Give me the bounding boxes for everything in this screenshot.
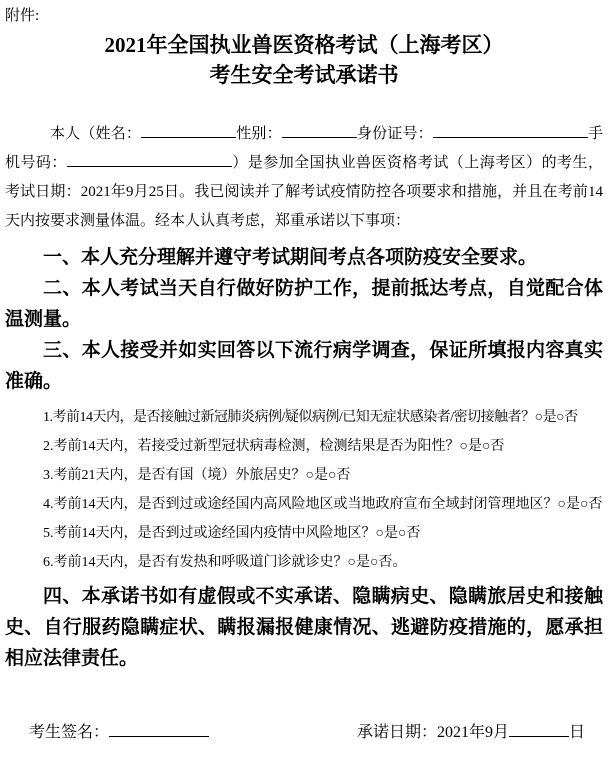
signature-label: 考生签名： (29, 724, 110, 741)
question-text: 考前14天内，若接受过新型冠状病毒检测，检测结果是否为阳性？ (53, 439, 460, 454)
no-option[interactable]: ○否 (369, 555, 393, 570)
signature-row (5, 722, 603, 744)
question-number: 6. (43, 555, 54, 570)
phone-label: 手机号码： (5, 126, 603, 171)
phone-input-blank[interactable] (67, 153, 232, 167)
document-title (5, 30, 603, 90)
signature-input-blank[interactable] (109, 723, 209, 737)
commitment-item-1: 一、本人充分理解并遵守考试期间考点各项防疫安全要求。 (43, 247, 538, 268)
survey-question-2 (5, 432, 603, 461)
question-text: 考前14天内，是否到过或途经国内高风险地区或当地政府宣布全域封闭管理地区？ (53, 497, 558, 512)
commitment-list (5, 242, 603, 397)
id-number-label: 身份证号： (356, 126, 433, 142)
yes-option[interactable]: ○是 (305, 468, 328, 483)
no-option[interactable]: ○否 (579, 497, 603, 512)
yes-option[interactable]: ○是 (459, 439, 482, 454)
name-input-blank[interactable] (141, 124, 236, 138)
gender-label: 性别： (236, 126, 282, 142)
intro-body-text: ）是参加全国执业兽医资格考试（上海考区）的考生，考试日期：2021年9月25日。我已阅读并了解考试疫情防控各项要求和措施，并且在考前14天内按要求测量体温。经本人认真考虑，郑重承诺以下事项： (5, 155, 603, 229)
attachment-label: 附件: (5, 8, 40, 24)
no-option[interactable]: ○否 (481, 439, 505, 454)
commitment-item-4: 四、本承诺书如有虚假或不实承诺、隐瞒病史、隐瞒旅居史和接触史、自行服药隐瞒症状、瞒报漏报健康情况、逃避防疫措施的，愿承担相应法律责任。 (5, 586, 603, 669)
date-block (357, 722, 585, 744)
survey-question-1 (5, 403, 603, 432)
question-number: 3. (43, 468, 54, 483)
date-day-input-blank[interactable] (509, 723, 569, 737)
question-number: 1. (43, 410, 53, 425)
date-label: 承诺日期：2021年9月 (356, 724, 509, 741)
date-suffix: 日 (568, 724, 585, 741)
name-label: 本人（姓名： (50, 126, 142, 142)
commitment-item-3: 三、本人接受并如实回答以下流行病学调查，保证所填报内容真实准确。 (5, 340, 603, 392)
question-number: 2. (43, 439, 54, 454)
survey-question-6 (5, 548, 603, 577)
question-text: 考前14天内，是否有发热和呼吸道门诊就诊史？ (53, 555, 348, 570)
survey-question-4 (5, 490, 603, 519)
survey-question-5 (5, 519, 603, 548)
question-suffix: 。 (392, 555, 407, 570)
no-option[interactable]: ○否 (327, 468, 351, 483)
gender-input-blank[interactable] (282, 124, 357, 138)
yes-option[interactable]: ○是 (557, 497, 580, 512)
no-option[interactable]: ○否 (556, 410, 578, 425)
signature-block (29, 722, 209, 744)
id-number-input-blank[interactable] (433, 124, 588, 138)
survey-question-3 (5, 461, 603, 490)
question-text: 考前14天内，是否到过或途经国内疫情中风险地区？ (53, 526, 376, 541)
intro-paragraph (5, 120, 603, 236)
question-text: 考前21天内，是否有国（境）外旅居史？ (53, 468, 306, 483)
yes-option[interactable]: ○是 (534, 410, 557, 425)
commitment-item-2: 二、本人考试当天自行做好防护工作，提前抵达考点，自觉配合体温测量。 (5, 278, 603, 330)
epidemiology-survey-questions (5, 403, 603, 577)
document-title-line1: 2021年全国执业兽医资格考试（上海考区） (104, 33, 504, 57)
document-title-line2: 考生安全考试承诺书 (209, 63, 399, 87)
question-number: 4. (43, 497, 54, 512)
yes-option[interactable]: ○是 (375, 526, 398, 541)
yes-option[interactable]: ○是 (347, 555, 370, 570)
question-number: 5. (43, 526, 54, 541)
question-text: 考前14天内，是否接触过新冠肺炎病例/疑似病例/已知无症状感染者/密切接触者？ (52, 410, 535, 425)
no-option[interactable]: ○否 (397, 526, 421, 541)
